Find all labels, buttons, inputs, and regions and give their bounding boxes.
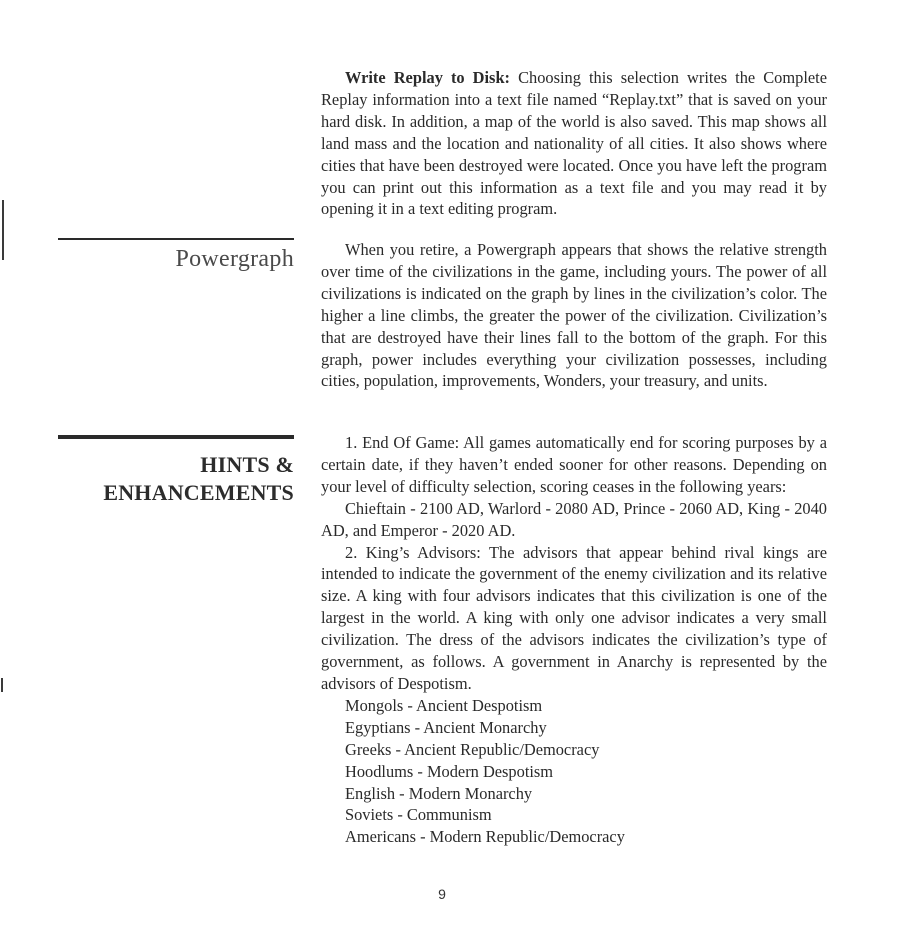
scan-edge-mark-small (1, 678, 3, 692)
government-list-item: Egyptians - Ancient Monarchy (345, 717, 547, 737)
hints-rule (58, 435, 294, 439)
government-list-item: Greeks - Ancient Republic/Democracy (345, 739, 600, 759)
write-replay-section (321, 67, 827, 220)
write-replay-lead: Write Replay to Disk: (345, 68, 511, 87)
hints-item-kings-advisors: 2. King’s Advisors: The advisors that appear behind rival kings are intended to indicate the government of the enemy civilization and its relative size. A king with four advisors indicates that this civilization is one of the largest in the world. A king with only one advisor indicates a very small civilization. The dress of the advisors indicates the civilization’s type of government, as follows. A government in Anarchy is represented by the advisors of Despotism. (321, 542, 827, 693)
page-number: 9 (438, 886, 446, 902)
hints-heading-line2: ENHANCEMENTS (103, 480, 294, 505)
powergraph-section (321, 239, 827, 392)
government-list-item: English - Modern Monarchy (345, 783, 533, 803)
powergraph-rule (58, 238, 294, 240)
hints-item-dates: Chieftain - 2100 AD, Warlord - 2080 AD, Prince - 2060 AD, King - 2040 AD, and Emperor - 2020 AD. (321, 498, 827, 540)
write-replay-paragraph (321, 67, 827, 220)
government-list-item: Soviets - Communism (345, 805, 492, 825)
powergraph-paragraph: When you retire, a Powergraph appears that shows the relative strength over time of the civilizations in the game, including yours. The power of all civilizations is indicated on the graph by lines in the civilization’s color. The higher a line climbs, the greater the power of the civilization. Civilization’s that are destroyed have their lines fall to the bottom of the graph. For this graph, power includes everything your civilization possesses, including cities, population, improvements, Wonders, your treasury, and units. (321, 240, 827, 391)
government-list-item: Mongols - Ancient Despotism (345, 695, 543, 715)
hints-heading (58, 451, 294, 507)
hints-section (321, 432, 827, 848)
government-list-item: Americans - Modern Republic/Democracy (345, 827, 625, 847)
hints-heading-line1: HINTS & (200, 452, 294, 477)
government-list (321, 695, 827, 848)
government-list-item: Hoodlums - Modern Despotism (345, 761, 554, 781)
hints-item-end-of-game: 1. End Of Game: All games automatically end for scoring purposes by a certain date, if they haven’t ended sooner for other reasons. Depending on your level of difficulty selection, scoring ceases in the following years: (321, 433, 827, 496)
powergraph-heading: Powergraph (175, 246, 294, 272)
write-replay-body: Choosing this selection writes the Complete Replay information into a text file named “Replay.txt” that is saved on your hard disk. In addition, a map of the world is also saved. This map shows all land mass and the location and nationality of all cities. It also shows where cities that have been destroyed were located. Once you have left the program you can print out this information as a text file and you may read it by opening it in a text editing program. (321, 68, 827, 219)
scan-edge-mark (2, 200, 4, 260)
